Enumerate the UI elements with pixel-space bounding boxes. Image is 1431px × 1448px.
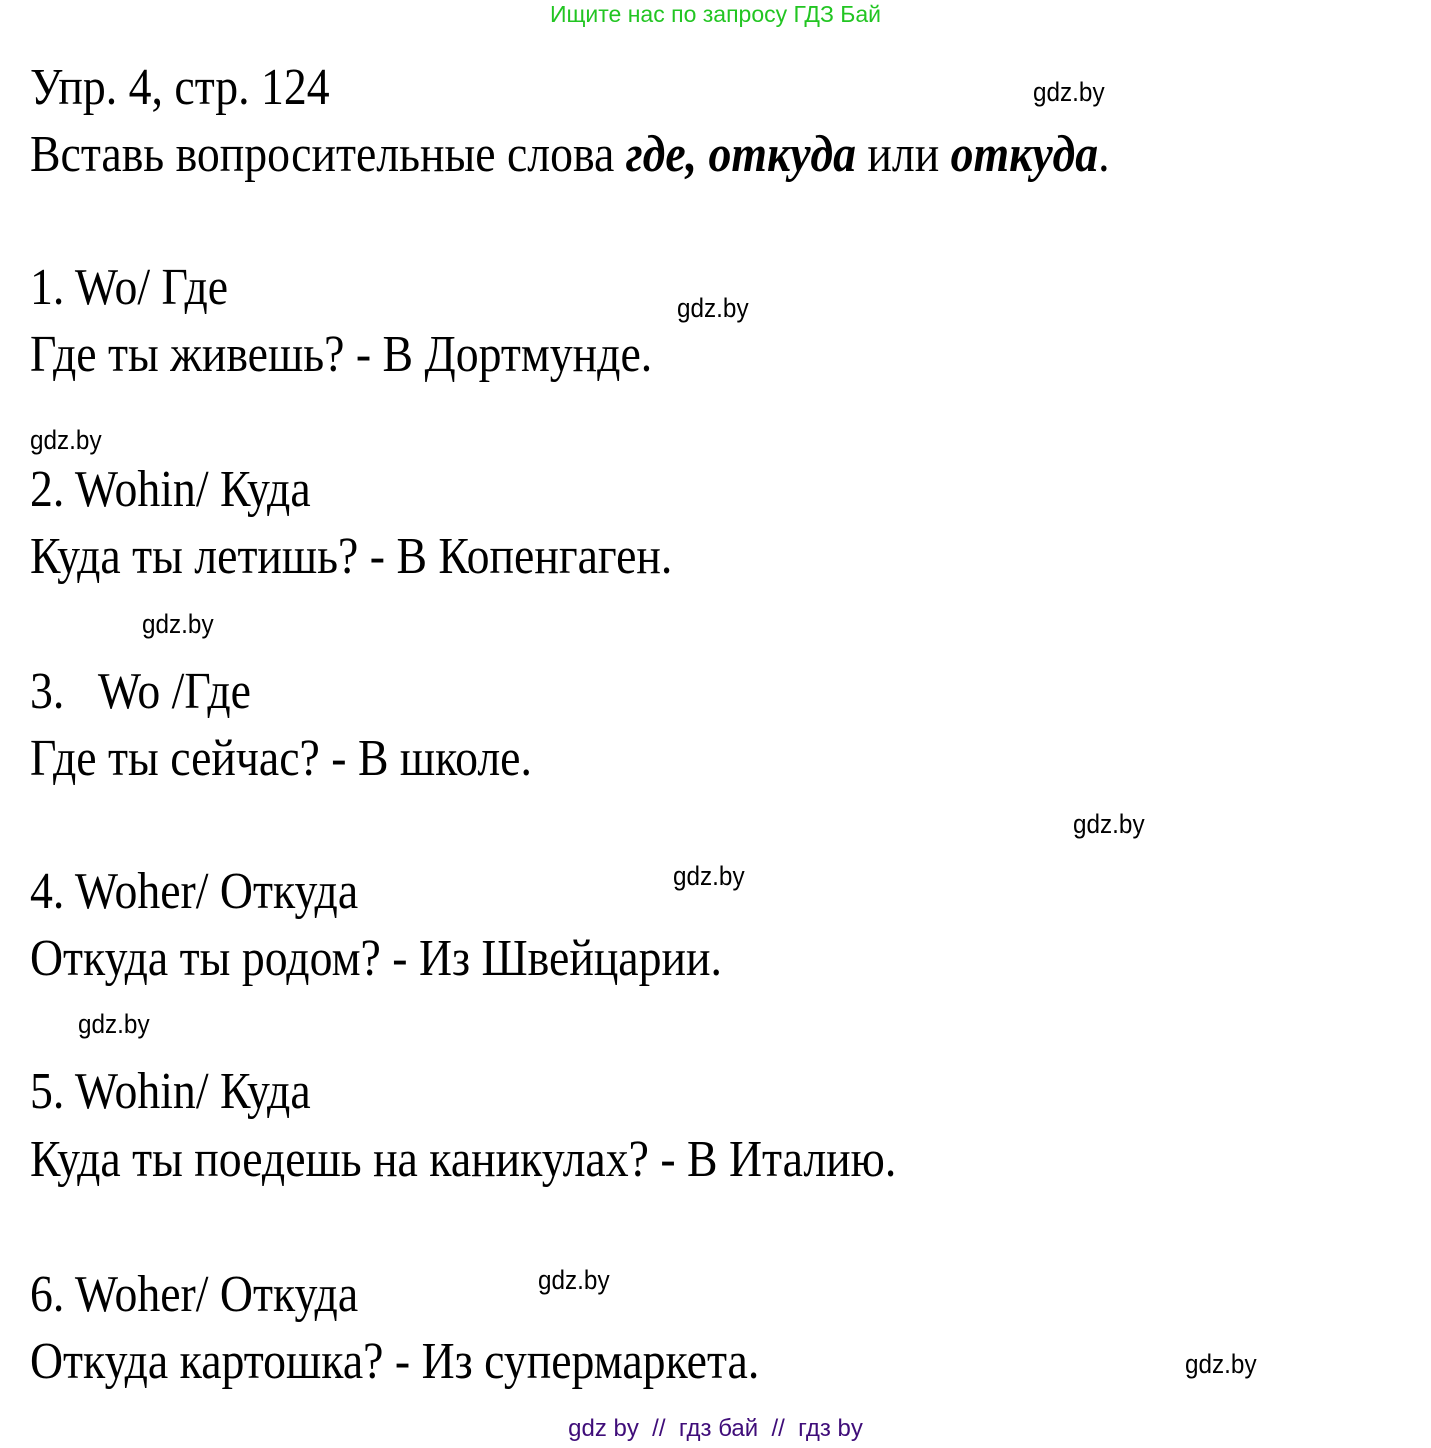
item-2-sentence: Куда ты летишь? - В Копенгаген.: [30, 528, 673, 585]
watermark: gdz.by: [30, 425, 102, 455]
watermark: gdz.by: [142, 609, 214, 639]
search-hint-banner: Ищите нас по запросу ГДЗ Бай: [549, 1, 882, 27]
watermark: gdz.by: [673, 861, 745, 891]
item-3-heading: 3. Wo /Где: [30, 663, 251, 720]
exercise-instruction: [30, 125, 1110, 185]
instruction-prefix: Вставь вопросительные слова: [30, 126, 626, 183]
watermark: gdz.by: [538, 1265, 610, 1295]
watermark: gdz.by: [1185, 1349, 1257, 1379]
footer-watermark: gdz by // гдз бай // гдз by: [568, 1415, 863, 1442]
item-3-sentence: Где ты сейчас? - В школе.: [30, 730, 532, 787]
item-4-sentence: Откуда ты родом? - Из Швейцарии.: [30, 930, 722, 987]
item-1-sentence: Где ты живешь? - В Дортмунде.: [30, 326, 653, 383]
item-2-heading: 2. Wohin/ Куда: [30, 461, 311, 518]
item-6-heading: 6. Woher/ Откуда: [30, 1266, 359, 1323]
item-6-sentence: Откуда картошка? - Из супермаркета.: [30, 1333, 760, 1390]
instruction-middle: или: [855, 126, 951, 183]
instruction-emphasis-2: откуда: [950, 126, 1099, 183]
exercise-title: Упр. 4, стр. 124: [30, 59, 330, 116]
item-1-heading: 1. Wo/ Где: [30, 259, 229, 316]
item-5-sentence: Куда ты поедешь на каникулах? - В Италию.: [30, 1131, 897, 1188]
watermark: gdz.by: [677, 293, 749, 323]
watermark: gdz.by: [78, 1009, 150, 1039]
item-4-heading: 4. Woher/ Откуда: [30, 863, 359, 920]
instruction-emphasis-1: где, откуда: [625, 126, 856, 183]
item-5-heading: 5. Wohin/ Куда: [30, 1063, 311, 1120]
instruction-suffix: .: [1098, 126, 1110, 183]
watermark: gdz.by: [1073, 809, 1145, 839]
watermark: gdz.by: [1033, 77, 1105, 107]
